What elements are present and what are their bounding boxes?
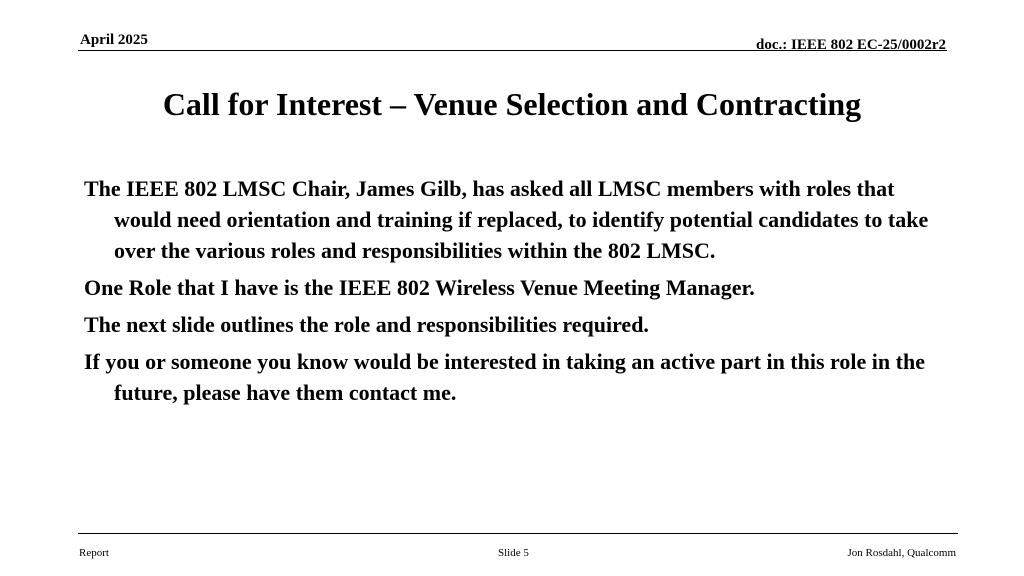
footer-author: Jon Rosdahl, Qualcomm — [847, 547, 956, 559]
footer-slide-number: Slide 5 — [498, 547, 529, 559]
slide-title: Call for Interest – Venue Selection and Contracting — [162, 86, 862, 122]
header-divider — [78, 50, 947, 51]
header-date: April 2025 — [80, 32, 148, 48]
body-paragraph-4: If you or someone you know would be interested in taking an active part in this role in the future, please have them contact me. — [84, 349, 925, 405]
body-paragraph-1: The IEEE 802 LMSC Chair, James Gilb, has asked all LMSC members with roles that would need orientation and training if replaced, to identify potential candidates to take over the various roles and responsibilities within the 802 LMSC. — [84, 176, 929, 263]
body-paragraph-2: One Role that I have is the IEEE 802 Wireless Venue Meeting Manager. — [84, 275, 755, 300]
footer-divider — [78, 533, 958, 534]
footer-left: Report — [79, 547, 109, 559]
body-paragraph-3: The next slide outlines the role and responsibilities required. — [84, 312, 649, 337]
slide-body — [84, 173, 944, 414]
header-doc-id: doc.: IEEE 802 EC-25/0002r2 — [755, 37, 946, 53]
